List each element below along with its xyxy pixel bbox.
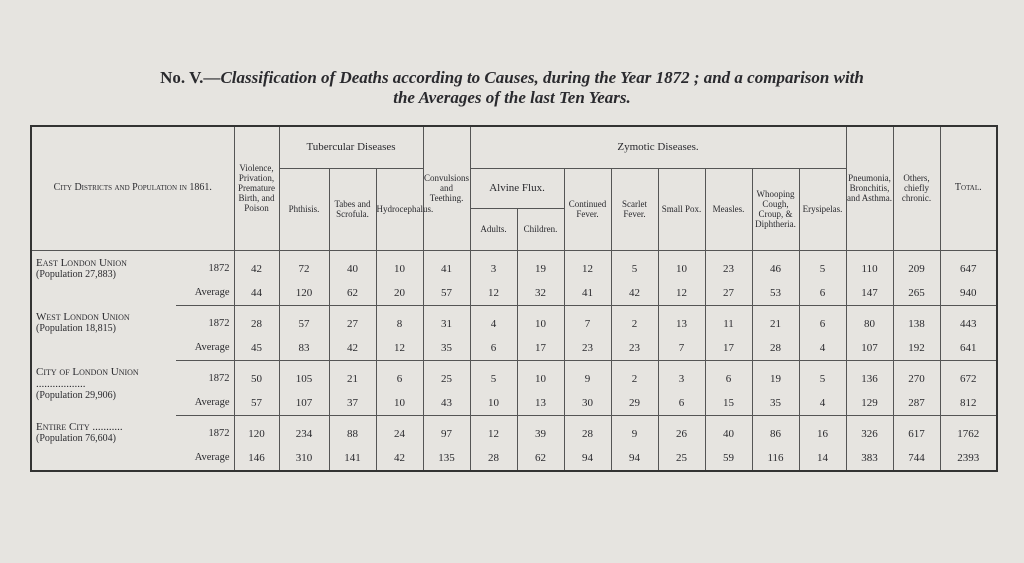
value-cell: 97: [423, 415, 470, 446]
value-cell: 41: [564, 281, 611, 306]
district-population: (Population 18,815): [36, 323, 116, 334]
title-main: Classification of Deaths according to Causes, during the Year 1872 ; and a comparison with: [220, 68, 864, 87]
value-cell: 672: [940, 360, 997, 391]
value-cell: 12: [470, 415, 517, 446]
value-cell: 5: [611, 250, 658, 281]
value-cell: 35: [752, 391, 799, 416]
value-cell: 57: [423, 281, 470, 306]
value-cell: 44: [234, 281, 279, 306]
value-cell: 83: [279, 336, 329, 361]
value-cell: 94: [564, 446, 611, 471]
value-cell: 5: [470, 360, 517, 391]
value-cell: 138: [893, 305, 940, 336]
table-row: [31, 360, 997, 391]
header-total: Total.: [940, 126, 997, 250]
header-scarlet-fever: Scarlet Fever.: [611, 168, 658, 250]
value-cell: 270: [893, 360, 940, 391]
value-cell: 94: [611, 446, 658, 471]
value-cell: 45: [234, 336, 279, 361]
value-cell: 12: [376, 336, 423, 361]
header-convulsions: Convulsions and Teething.: [423, 126, 470, 250]
value-cell: 28: [234, 305, 279, 336]
value-cell: 43: [423, 391, 470, 416]
value-cell: 19: [752, 360, 799, 391]
row-label: 1872: [176, 305, 234, 336]
value-cell: 28: [564, 415, 611, 446]
table-row: [31, 281, 997, 306]
district-name-cell: [31, 360, 176, 415]
header-adults: Adults.: [470, 208, 517, 250]
value-cell: 641: [940, 336, 997, 361]
title-line2: the Averages of the last Ten Years.: [393, 88, 631, 107]
row-label: Average: [176, 336, 234, 361]
value-cell: 40: [705, 415, 752, 446]
value-cell: 6: [470, 336, 517, 361]
value-cell: 27: [705, 281, 752, 306]
value-cell: 50: [234, 360, 279, 391]
header-measles: Measles.: [705, 168, 752, 250]
value-cell: 940: [940, 281, 997, 306]
value-cell: 35: [423, 336, 470, 361]
row-label: 1872: [176, 415, 234, 446]
value-cell: 110: [846, 250, 893, 281]
value-cell: 11: [705, 305, 752, 336]
value-cell: 4: [799, 336, 846, 361]
value-cell: 86: [752, 415, 799, 446]
value-cell: 265: [893, 281, 940, 306]
value-cell: 6: [705, 360, 752, 391]
header-tubercular: Tubercular Diseases: [279, 126, 423, 168]
district-population: (Population 27,883): [36, 268, 116, 280]
row-label: Average: [176, 446, 234, 471]
value-cell: 116: [752, 446, 799, 471]
row-label: 1872: [176, 250, 234, 281]
value-cell: 19: [517, 250, 564, 281]
value-cell: 4: [470, 305, 517, 336]
value-cell: 88: [329, 415, 376, 446]
value-cell: 21: [752, 305, 799, 336]
value-cell: 57: [234, 391, 279, 416]
value-cell: 10: [658, 250, 705, 281]
value-cell: 23: [564, 336, 611, 361]
value-cell: 443: [940, 305, 997, 336]
table-row: [31, 250, 997, 281]
district-name: Entire City ...........: [36, 421, 123, 433]
value-cell: 24: [376, 415, 423, 446]
header-violence: Violence, Privation, Premature Birth, and Poison: [234, 126, 279, 250]
value-cell: 3: [470, 250, 517, 281]
value-cell: 42: [611, 281, 658, 306]
value-cell: 12: [564, 250, 611, 281]
value-cell: 744: [893, 446, 940, 471]
value-cell: 62: [517, 446, 564, 471]
value-cell: 310: [279, 446, 329, 471]
value-cell: 7: [564, 305, 611, 336]
value-cell: 3: [658, 360, 705, 391]
value-cell: 10: [470, 391, 517, 416]
value-cell: 10: [376, 391, 423, 416]
value-cell: 383: [846, 446, 893, 471]
value-cell: 17: [705, 336, 752, 361]
value-cell: 46: [752, 250, 799, 281]
value-cell: 28: [752, 336, 799, 361]
value-cell: 105: [279, 360, 329, 391]
header-alvine-flux: Alvine Flux.: [470, 168, 564, 208]
table-row: [31, 305, 997, 336]
value-cell: 6: [376, 360, 423, 391]
header-whooping-cough: Whooping Cough, Croup, & Diphtheria.: [752, 168, 799, 250]
header-phthisis: Phthisis.: [279, 168, 329, 250]
value-cell: 647: [940, 250, 997, 281]
value-cell: 26: [658, 415, 705, 446]
value-cell: 146: [234, 446, 279, 471]
value-cell: 30: [564, 391, 611, 416]
table-title: [40, 68, 984, 108]
value-cell: 10: [517, 305, 564, 336]
value-cell: 2: [611, 305, 658, 336]
district-name: City of London Union ..................: [36, 366, 139, 390]
deaths-table: [30, 125, 998, 472]
value-cell: 42: [329, 336, 376, 361]
value-cell: 40: [329, 250, 376, 281]
value-cell: 80: [846, 305, 893, 336]
value-cell: 147: [846, 281, 893, 306]
value-cell: 13: [658, 305, 705, 336]
title-prefix: No. V.—: [160, 68, 221, 87]
value-cell: 72: [279, 250, 329, 281]
value-cell: 6: [799, 305, 846, 336]
value-cell: 1762: [940, 415, 997, 446]
value-cell: 39: [517, 415, 564, 446]
district-name-cell: [31, 305, 176, 360]
value-cell: 41: [423, 250, 470, 281]
value-cell: 8: [376, 305, 423, 336]
value-cell: 25: [658, 446, 705, 471]
district-name-cell: [31, 415, 176, 471]
value-cell: 12: [470, 281, 517, 306]
value-cell: 31: [423, 305, 470, 336]
district-population: (Population 76,604): [36, 433, 116, 444]
value-cell: 107: [279, 391, 329, 416]
value-cell: 10: [376, 250, 423, 281]
value-cell: 23: [611, 336, 658, 361]
value-cell: 287: [893, 391, 940, 416]
value-cell: 120: [279, 281, 329, 306]
value-cell: 13: [517, 391, 564, 416]
value-cell: 29: [611, 391, 658, 416]
value-cell: 27: [329, 305, 376, 336]
value-cell: 326: [846, 415, 893, 446]
table-row: [31, 336, 997, 361]
row-label: Average: [176, 391, 234, 416]
value-cell: 17: [517, 336, 564, 361]
value-cell: 2393: [940, 446, 997, 471]
district-name: West London Union: [36, 311, 130, 323]
value-cell: 23: [705, 250, 752, 281]
value-cell: 129: [846, 391, 893, 416]
table-body: [31, 250, 997, 471]
value-cell: 812: [940, 391, 997, 416]
header-erysipelas: Erysipelas.: [799, 168, 846, 250]
value-cell: 14: [799, 446, 846, 471]
value-cell: 7: [658, 336, 705, 361]
value-cell: 25: [423, 360, 470, 391]
value-cell: 9: [611, 415, 658, 446]
value-cell: 42: [376, 446, 423, 471]
value-cell: 37: [329, 391, 376, 416]
value-cell: 6: [799, 281, 846, 306]
value-cell: 192: [893, 336, 940, 361]
row-label: 1872: [176, 360, 234, 391]
table-row: [31, 415, 997, 446]
value-cell: 107: [846, 336, 893, 361]
value-cell: 32: [517, 281, 564, 306]
district-name: East London Union: [36, 256, 127, 269]
value-cell: 120: [234, 415, 279, 446]
header-others: Others, chiefly chronic.: [893, 126, 940, 250]
value-cell: 21: [329, 360, 376, 391]
header-pneumonia: Pneumonia, Bronchitis, and Asthma.: [846, 126, 893, 250]
value-cell: 5: [799, 250, 846, 281]
value-cell: 16: [799, 415, 846, 446]
value-cell: 10: [517, 360, 564, 391]
value-cell: 4: [799, 391, 846, 416]
value-cell: 136: [846, 360, 893, 391]
header-children: Children.: [517, 208, 564, 250]
value-cell: 53: [752, 281, 799, 306]
header-district: City Districts and Population in 1861.: [31, 126, 234, 250]
value-cell: 15: [705, 391, 752, 416]
value-cell: 141: [329, 446, 376, 471]
value-cell: 2: [611, 360, 658, 391]
table-row: [31, 391, 997, 416]
table-row: [31, 446, 997, 471]
row-label: Average: [176, 281, 234, 306]
value-cell: 6: [658, 391, 705, 416]
district-population: (Population 29,906): [36, 390, 116, 401]
value-cell: 209: [893, 250, 940, 281]
value-cell: 20: [376, 281, 423, 306]
header-tabes: Tabes and Scrofula.: [329, 168, 376, 250]
value-cell: 59: [705, 446, 752, 471]
value-cell: 5: [799, 360, 846, 391]
value-cell: 135: [423, 446, 470, 471]
value-cell: 28: [470, 446, 517, 471]
value-cell: 617: [893, 415, 940, 446]
value-cell: 9: [564, 360, 611, 391]
value-cell: 12: [658, 281, 705, 306]
header-hydrocephalus: Hydrocephalus.: [376, 168, 423, 250]
value-cell: 62: [329, 281, 376, 306]
district-name-cell: [31, 250, 176, 305]
value-cell: 42: [234, 250, 279, 281]
header-small-pox: Small Pox.: [658, 168, 705, 250]
value-cell: 234: [279, 415, 329, 446]
value-cell: 57: [279, 305, 329, 336]
header-continued-fever: Continued Fever.: [564, 168, 611, 250]
header-zymotic: Zymotic Diseases.: [470, 126, 846, 168]
